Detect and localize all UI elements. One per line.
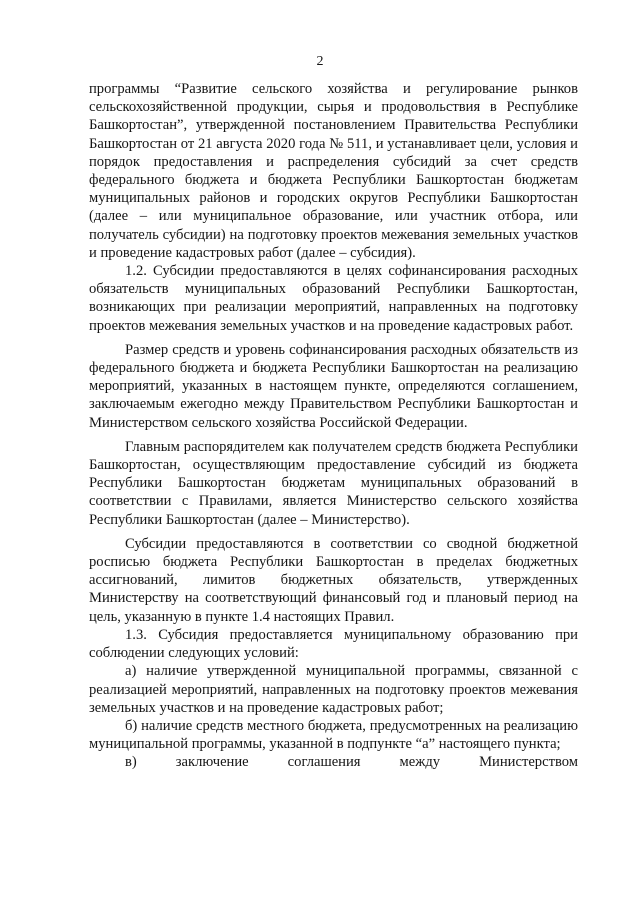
document-body xyxy=(89,80,578,772)
paragraph-program-continuation: программы “Развитие сельского хозяйства и регулирование рынков сельскохозяйственной продукции, сырья и продовольствия в Республике Башкортостан”, утвержденной постановлением Правительства Республики Башкортостан от 21 августа 2020 года № 511, и устанавливает цели, условия и порядок предоставления и распределения субсидий за счет средств федерального бюджета и бюджета Республики Башкортостан бюджетам муниципальных районов и городских округов Республики Башкортостан (далее – или муниципальное образование, или участник отбора, или получатель субсидии) на подготовку проектов межевания земельных участков и проведение кадастровых работ (далее – субсидия). xyxy=(89,81,578,261)
condition-c: в) заключение соглашения между Министерством xyxy=(125,754,578,771)
paragraph-cofinancing-size: Размер средств и уровень софинансирования расходных обязательств из федерального бюджета и бюджета Республики Башкортостан на реализацию мероприятий, указанных в настоящем пункте, определяются соглашением, заключаемым ежегодно между Правительством Республики Башкортостан и Министерством сельского хозяйства Российской Федерации. xyxy=(89,341,578,431)
page-number: 2 xyxy=(316,54,324,69)
paragraph-main-manager: Главным распорядителем как получателем средств бюджета Республики Башкортостан, осуществляющим предоставление субсидий из бюджета Республики Башкортостан бюджетам муниципальных образований в соответствии с Правилами, является Министерство сельского хозяйства Республики Башкортостан (далее – Министерство). xyxy=(89,438,578,528)
condition-a: а) наличие утвержденной муниципальной программы, связанной с реализацией мероприятий, направленных на подготовку проектов межевания земельных участков и на проведение кадастровых работ; xyxy=(89,663,578,716)
paragraph-budget-list: Субсидии предоставляются в соответствии со сводной бюджетной росписью бюджета Республики Башкортостан в пределах бюджетных ассигнований, лимитов бюджетных обязательств, утвержденных Министерству на соответствующий финансовый год и плановый период на цель, указанную в пункте 1.4 настоящих Правил. xyxy=(89,535,578,625)
paragraph-1-3: 1.3. Субсидия предоставляется муниципальному образованию при соблюдении следующих условий: xyxy=(89,626,578,662)
paragraph-1-2: 1.2. Субсидии предоставляются в целях софинансирования расходных обязательств муниципальных образований Республики Башкортостан, возникающих при реализации мероприятий, направленных на подготовку проектов межевания земельных участков и на проведение кадастровых работ. xyxy=(89,263,578,334)
condition-b: б) наличие средств местного бюджета, предусмотренных на реализацию муниципальной программы, указанной в подпункте “а” настоящего пункта; xyxy=(89,717,578,753)
